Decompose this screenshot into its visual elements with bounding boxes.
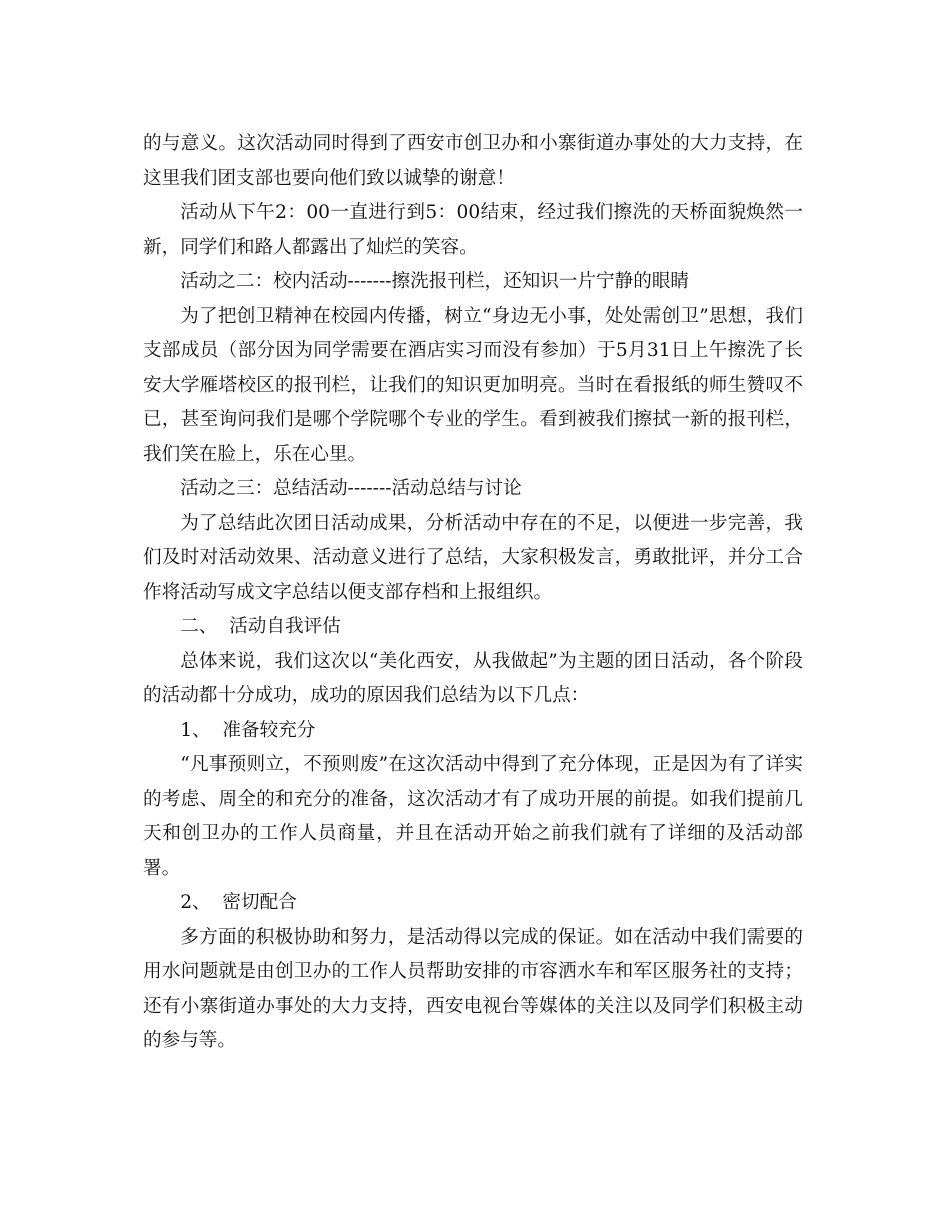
heading-preparation: 1、 准备较充分 — [180, 719, 316, 741]
heading-cooperation: 2、 密切配合 — [180, 892, 297, 913]
heading-self-evaluation: 二、 活动自我评估 — [180, 616, 341, 637]
document-body — [143, 127, 803, 1059]
heading-activity-two: 活动之二：校内活动-------擦洗报刊栏，还知识一片宁静的眼睛 — [180, 271, 690, 292]
paragraph-activity-time: 活动从下午2：00一直进行到5：00结束，经过我们擦洗的天桥面貌焕然一新，同学们和路人都露出了灿烂的笑容。 — [143, 202, 803, 258]
paragraph-activity-two-body: 为了把创卫精神在校园内传播，树立“身边无小事，处处需创卫”思想，我们支部成员（部分因为同学需要在酒店实习而没有参加）于5月31日上午擦洗了长安大学雁塔校区的报刊栏，让我们的知识更加明亮。当时在看报纸的师生赞叹不已，甚至询问我们是哪个学院哪个专业的学生。看到被我们擦拭一新的报刊栏，我们笑在脸上，乐在心里。 — [143, 305, 803, 465]
paragraph-preparation-body: “凡事预则立，不预则废”在这次活动中得到了充分体现，正是因为有了详实的考虑、周全的和充分的准备，这次活动才有了成功开展的前提。如我们提前几天和创卫办的工作人员商量，并且在活动开始之前我们就有了详细的及活动部署。 — [143, 754, 803, 879]
heading-activity-three: 活动之三：总结活动-------活动总结与讨论 — [180, 478, 522, 499]
paragraph-activity-three-body: 为了总结此次团日活动成果，分析活动中存在的不足，以便进一步完善，我们及时对活动效果、活动意义进行了总结，大家积极发言，勇敢批评，并分工合作将活动写成文字总结以便支部存档和上报组织。 — [143, 512, 803, 603]
paragraph-evaluation-summary: 总体来说，我们这次以“美化西安，从我做起”为主题的团日活动，各个阶段的活动都十分成功，成功的原因我们总结为以下几点： — [143, 650, 803, 706]
paragraph-intro-continued: 的与意义。这次活动同时得到了西安市创卫办和小寨街道办事处的大力支持，在这里我们团支部也要向他们致以诚挚的谢意！ — [143, 133, 803, 189]
paragraph-cooperation-body: 多方面的积极协助和努力，是活动得以完成的保证。如在活动中我们需要的用水问题就是由创卫办的工作人员帮助安排的市容洒水车和军区服务社的支持；还有小寨街道办事处的大力支持，西安电视台等媒体的关注以及同学们积极主动的参与等。 — [143, 926, 803, 1051]
